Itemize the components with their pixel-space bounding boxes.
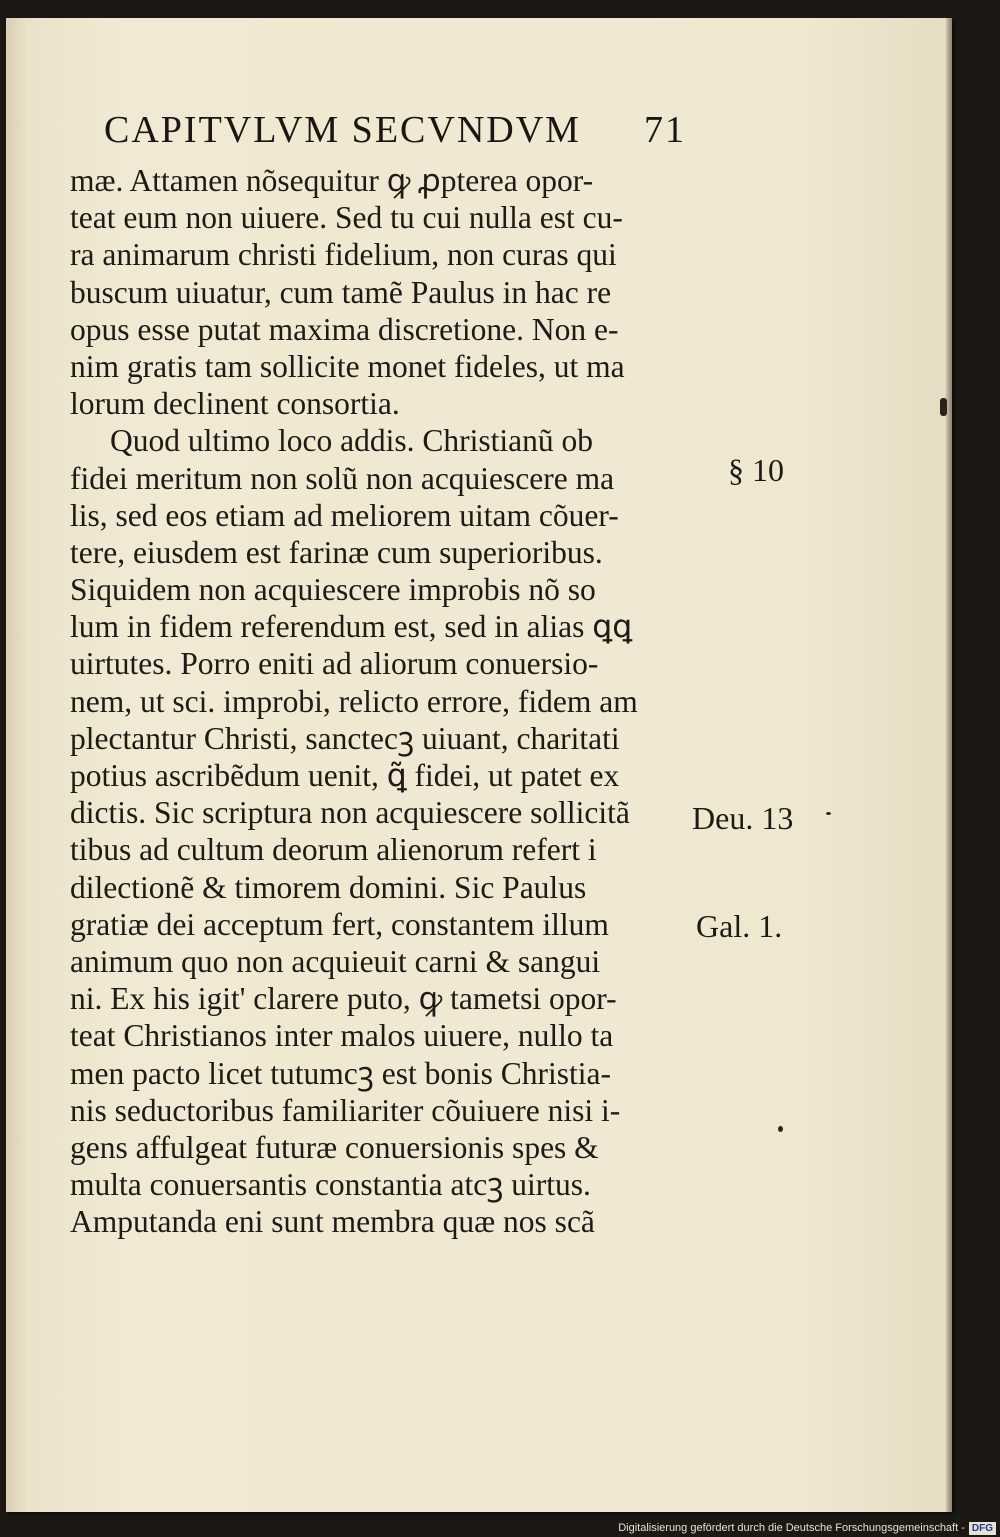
text-line: buscum uiuatur, cum tamẽ Paulus in hac re bbox=[70, 274, 612, 310]
text-line: ni. Ex his igit' clarere puto, ꝙ tametsi opor- bbox=[70, 981, 617, 1017]
text-line: animum quo non acquieuit carni & sangui bbox=[70, 943, 601, 979]
text-line: nis seductoribus familiariter cõuiuere nisi i- bbox=[70, 1092, 621, 1128]
dfg-logo-icon: DFG bbox=[969, 1522, 996, 1535]
text-line: tere, eiusdem est farinæ cum superioribus. bbox=[70, 534, 603, 570]
page-edge bbox=[946, 18, 952, 1512]
text-line: uirtutes. Porro eniti ad aliorum conuersio- bbox=[70, 646, 599, 682]
ink-speck bbox=[826, 812, 831, 815]
text-line: dilectionẽ & timorem domini. Sic Paulus bbox=[70, 869, 587, 905]
text-line: lis, sed eos etiam ad meliorem uitam cõuer- bbox=[70, 497, 619, 533]
text-line: tibus ad cultum deorum alienorum refert i bbox=[70, 832, 597, 868]
text-line: ra animarum christi fidelium, non curas qui bbox=[70, 237, 617, 273]
text-line: Siquidem non acquiescere improbis nõ so bbox=[70, 572, 596, 608]
text-line: men pacto licet tutumcꝫ est bonis Christia- bbox=[70, 1055, 611, 1091]
text-line: plectantur Christi, sanctecꝫ uiuant, charitati bbox=[70, 720, 620, 756]
text-line: nem, ut sci. improbi, relicto errore, fidem am bbox=[70, 683, 638, 719]
ink-blot bbox=[940, 398, 947, 416]
text-line: teat eum non uiuere. Sed tu cui nulla est cu- bbox=[70, 200, 623, 236]
margin-note-deuteronomy: Deu. 13 bbox=[692, 800, 794, 836]
margin-note-section: § 10 bbox=[728, 452, 784, 488]
text-line: lorum declinent consortia. bbox=[70, 386, 400, 422]
text-line: lum in fidem referendum est, sed in alias ꝗꝗ bbox=[70, 609, 633, 645]
page-number: 71 bbox=[644, 109, 686, 151]
text-line: teat Christianos inter malos uiuere, nullo ta bbox=[70, 1018, 614, 1054]
ink-speck bbox=[778, 1126, 783, 1132]
text-line: dictis. Sic scriptura non acquiescere sollicitã bbox=[70, 795, 630, 831]
margin-note-galatians: Gal. 1. bbox=[696, 908, 783, 944]
text-line: fidei meritum non solũ non acquiescere ma bbox=[70, 460, 615, 496]
paragraph-start-line: Quod ultimo loco addis. Christianũ ob bbox=[110, 423, 593, 459]
text-line: nim gratis tam sollicite monet fideles, ut ma bbox=[70, 348, 625, 384]
running-header bbox=[104, 108, 704, 158]
main-text-block bbox=[70, 162, 690, 1240]
text-line: opus esse putat maxima discretione. Non e- bbox=[70, 311, 619, 347]
digitization-footer bbox=[580, 1519, 1000, 1537]
running-title: CAPITVLVM SECVNDVM bbox=[104, 109, 581, 151]
text-line: mæ. Attamen nõsequitur ꝙ ꝓpterea opor- bbox=[70, 163, 594, 198]
text-line: multa conuersantis constantia atcꝫ uirtus. bbox=[70, 1167, 591, 1203]
text-line: Amputanda eni sunt membra quæ nos scã bbox=[70, 1204, 595, 1240]
text-line: potius ascribẽdum uenit, ꝗ̃ fidei, ut patet ex bbox=[70, 758, 620, 793]
footer-credit: Digitalisierung gefördert durch die Deutsche Forschungsgemeinschaft - bbox=[618, 1522, 965, 1534]
text-line: gens affulgeat futuræ conuersionis spes & bbox=[70, 1129, 599, 1165]
text-line: gratiæ dei acceptum fert, constantem illum bbox=[70, 906, 609, 942]
